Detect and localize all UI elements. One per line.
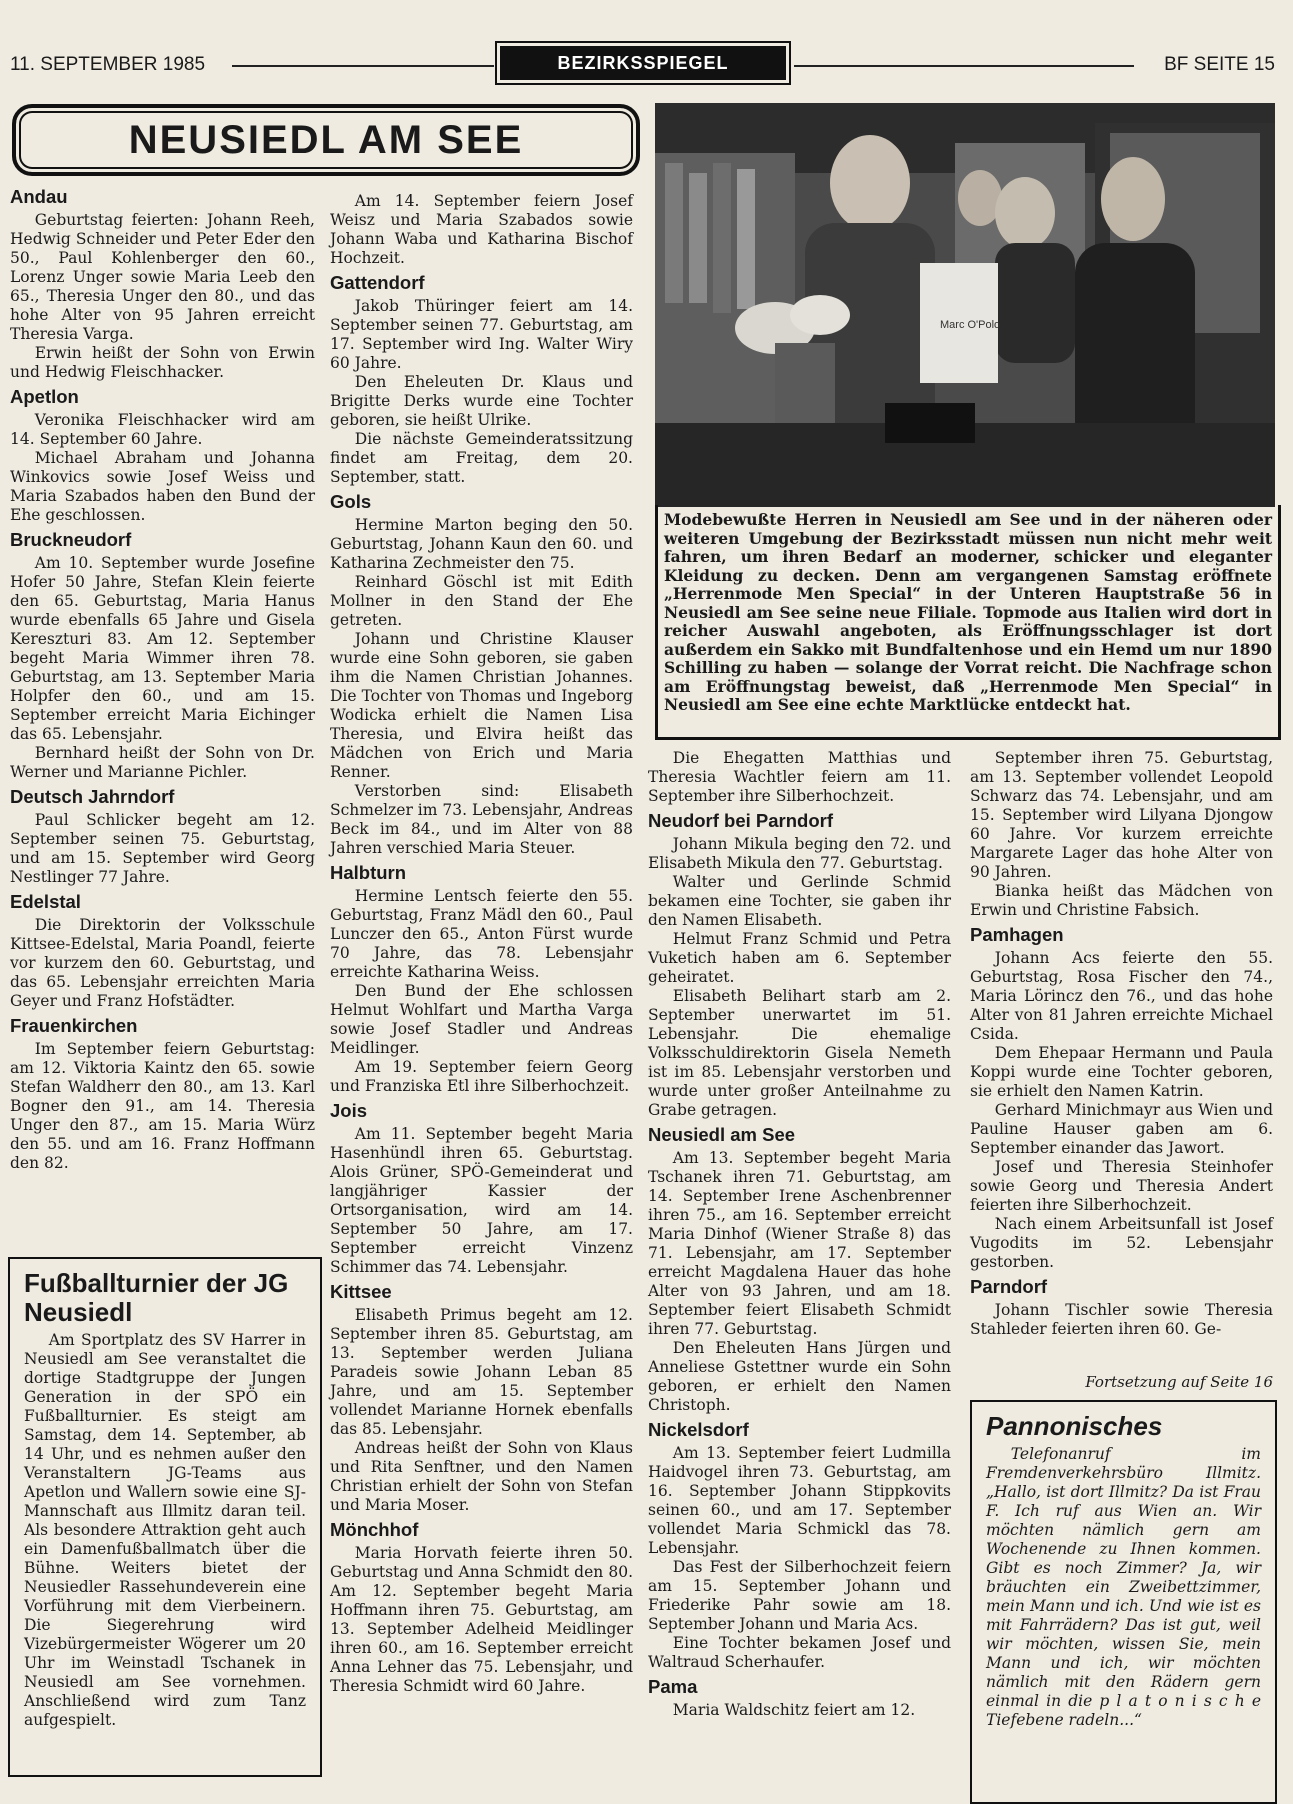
news-paragraph: Erwin heißt der Sohn von Erwin und Hedwig Fleischhacker. [10,344,315,381]
news-paragraph: Die Ehegatten Matthias und Theresia Wachtler feiern am 11. September ihre Silberhochzeit. [648,749,951,805]
village-heading: Deutsch Jahrndorf [10,786,175,807]
section-badge: BEZIRKSSPIEGEL [500,46,786,80]
news-paragraph: Johann Mikula beging den 72. und Elisabeth Mikula den 77. Geburtstag. [648,835,951,872]
village-heading: Apetlon [10,386,79,407]
news-paragraph: Verstorben sind: Elisabeth Schmelzer im 73. Lebensjahr, Andreas Beck im 84., und im Alter von 88 Jahren verschied Maria Steuer. [330,782,633,857]
column-4 [970,749,1273,1339]
village-heading: Kittsee [330,1281,392,1302]
news-paragraph: Veronika Fleischhacker wird am 14. September 60 Jahre. [10,411,315,448]
village-heading: Nickelsdorf [648,1419,749,1440]
news-paragraph: Am 13. September feiert Ludmilla Haidvogel ihren 73. Geburtstag, am 16. September Johann Stippkovits seinen 60., und am 17. September vollendet Maria Schmickl das 78. Lebensjahr. [648,1444,951,1557]
news-paragraph: Michael Abraham und Johanna Winkovics sowie Josef Weiss und Maria Szabados haben den Bund der Ehe geschlossen. [10,449,315,524]
village-heading: Bruckneudorf [10,529,132,550]
news-paragraph: Maria Horvath feierte ihren 50. Geburtstag und Anna Schmidt den 80. Am 12. September begeht Maria Hoffmann ihren 75. Geburtstag, am 13. September Adelheid Meidlinger ihren 60., am 16. September erreicht Anna Lehner das 75. Lebensjahr, und Theresia Schmidt wird 60 Jahre. [330,1544,633,1695]
masthead [10,46,1275,86]
village-heading: Gattendorf [330,272,425,293]
football-tournament-box [8,1257,322,1777]
news-paragraph: Am 11. September begeht Maria Hasenhündl ihren 65. Geburtstag. Alois Grüner, SPÖ-Gemeinderat und langjähriger Kassier der Ortsorganisation, wird am 14. September 50 Jahre, am 17. September erreicht Vinzenz Schimmer das 74. Lebensjahr. [330,1125,633,1276]
news-paragraph: Bianka heißt das Mädchen von Erwin und Christine Fabsich. [970,882,1273,919]
photo-caption: Modebewußte Herren in Neusiedl am See und in der näheren oder weiteren Umgebung der Bezirksstadt müssen nun nicht mehr weit fahren, um ihren Bedarf an moderner, schicker und eleganter Kleidung zu decken. Denn am vergangenen Samstag eröffnete „Herrenmode Men Special“ in der Unteren Hauptstraße 56 in Neusiedl am See seine neue Filiale. Topmode aus Italien wird dort in reicher Auswahl angeboten, als Eröffnungsschlager ist dort außerdem ein Sakko mit Bundfaltenhose und ein Hemd um nur 1890 Schilling zu haben — solange der Vorrat reicht. Die Nachfrage schon am Eröffnungstag beweist, daß „Herrenmode Men Special“ in Neusiedl am See eine echte Marktlücke entdeckt hat. [655,505,1281,740]
news-paragraph: Andreas heißt der Sohn von Klaus und Rita Senftner, und den Namen Christian erhielt der Sohn von Stefan und Maria Moser. [330,1439,633,1514]
masthead-rule-left [232,65,494,67]
news-paragraph: Josef und Theresia Steinhofer sowie Georg und Theresia Andert feierten ihre Silberhochzeit. [970,1158,1273,1214]
pannonisches-title: Pannonisches [986,1411,1163,1441]
news-paragraph: Gerhard Minichmayr aus Wien und Pauline Hauser gaben am 6. September einander das Jawort. [970,1101,1273,1157]
village-heading: Pamhagen [970,924,1064,945]
news-paragraph: Am 13. September begeht Maria Tschanek ihren 71. Geburtstag, am 14. September Irene Aschenbrenner ihren 75., am 16. September erreicht Maria Dinhof (Wiener Straße 8) das 71. Lebensjahr, am 17. September erreicht Magdalena Hauer das hohe Alter von 93 Jahren, und am 18. September feiert Elisabeth Schmidt ihren 77. Geburtstag. [648,1149,951,1338]
village-heading: Andau [10,186,68,207]
news-paragraph: Johann und Christine Klauser wurde eine Sohn geboren, sie gaben ihm die Namen Christian Johannes. Die Tochter von Thomas und Ingeborg Wodicka erhielt die Namen Lisa Theresia, und Elvira heißt das Mädchen von Erich und Maria Renner. [330,630,633,781]
news-paragraph: Dem Ehepaar Hermann und Paula Koppi wurde eine Tochter geboren, sie erhielt den Namen Katrin. [970,1044,1273,1100]
pannonisches-text: Telefonanruf im Fremdenverkehrsbüro Illmitz. „Hallo, ist dort Illmitz? Da ist Frau F. Ich ruf aus Wien an. Wir möchten nämlich gern am Wochenende zu Ihnen kommen. Gibt es noch Zimmer? Ja, wir bräuchten ein Zweibettzimmer, mein Mann und ich. Und wie ist es mit Fahrrädern? Das ist gut, weil wir möchten, wissen Sie, mein Mann und ich, wir möchten nämlich mit den Rädern gern einmal in die p l a t o n i s c h e Tiefebene radeln...“ [986,1445,1261,1729]
news-paragraph: Bernhard heißt der Sohn von Dr. Werner und Marianne Pichler. [10,744,315,781]
football-tournament-title: Fußballturnier der JG Neusiedl [24,1268,289,1327]
football-tournament-text: Am Sportplatz des SV Harrer in Neusiedl am See veranstaltet die dortige Stadtgruppe der Jungen Generation in der SPÖ ein Fußballturnier. Es steigt am Samstag, dem 14. September, ab 14 Uhr, und es nehmen außer den Veranstaltern JG-Teams aus Apetlon und Wallern sowie eine SJ-Mannschaft aus Illmitz daran teil. Als besondere Attraktion geht auch ein Damenfußballmatch über die Bühne. Weiters bietet der Neusiedler Rassehundeverein eine Vorführung mit dem Vierbeinern. Die Siegerehrung wird Vizebürgermeister Wögerer um 20 Uhr im Weinstadl Tschanek in Neusiedl am See vornehmen. Anschließend wird zum Tanz aufgespielt. [24,1331,306,1729]
news-paragraph: Elisabeth Primus begeht am 12. September ihren 85. Geburtstag, am 13. September werden Juliana Paradeis sowie Johann Leban 85 Jahre, und am 15. September vollendet Marianne Hornek ebenfalls das 85. Lebensjahr. [330,1306,633,1438]
news-paragraph: Im September feiern Geburtstag: am 12. Viktoria Kaintz den 65. sowie Stefan Waldherr den 80., am 13. Karl Bogner den 91., am 14. Theresia Unger den 87., am 15. Maria Würz den 55. und am 16. Franz Hoffmann den 82. [10,1040,315,1172]
store-photo-illustration [655,103,1275,507]
village-heading: Neudorf bei Parndorf [648,810,834,831]
news-paragraph: Johann Tischler sowie Theresia Stahleder feierten ihren 60. Ge- [970,1301,1273,1338]
news-paragraph: Den Eheleuten Hans Jürgen und Anneliese Gstettner wurde ein Sohn geboren, er erhielt den Namen Christoph. [648,1339,951,1414]
store-photo [655,103,1275,507]
village-heading: Gols [330,491,372,512]
village-heading: Pama [648,1676,698,1697]
village-heading: Jois [330,1100,368,1121]
village-heading: Edelstal [10,891,81,912]
news-paragraph: Geburtstag feierten: Johann Reeh, Hedwig Schneider und Peter Eder den 50., Paul Kohlenberger den 60., Lorenz Unger sowie Maria Leeb den 65., Theresia Unger den 80., und das hohe Alter von 95 Jahren erreicht Theresia Varga. [10,211,315,343]
region-title: NEUSIEDL AM SEE [128,117,524,162]
village-heading: Mönchhof [330,1519,419,1540]
page-number: BF SEITE 15 [1164,54,1275,75]
news-paragraph: Walter und Gerlinde Schmid bekamen eine Tochter, sie gaben ihr den Namen Elisabeth. [648,873,951,929]
news-paragraph: Elisabeth Belihart starb am 2. September unerwartet im 51. Lebensjahr. Die ehemalige Volksschuldirektorin Gisela Nemeth ist im 85. Lebensjahr verstorben und wurde unter großer Anteilnahme zu Grabe getragen. [648,987,951,1119]
news-paragraph: Nach einem Arbeitsunfall ist Josef Vugodits im 52. Lebensjahr gestorben. [970,1215,1273,1271]
news-paragraph: Das Fest der Silberhochzeit feiern am 15. September Johann und Friederike Pahr sowie am 18. September Johann und Maria Acs. [648,1558,951,1633]
column-1 [10,186,315,1173]
news-paragraph: Am 14. September feiern Josef Weisz und Maria Szabados sowie Johann Waba und Katharina Bischof Hochzeit. [330,192,633,267]
news-paragraph: Maria Waldschitz feiert am 12. [672,1701,916,1719]
news-paragraph: Am 10. September wurde Josefine Hofer 50 Jahre, Stefan Klein feierte den 65. Geburtstag, Maria Hanus wurde ebenfalls 65 Jahre und Gisela Kereszturi 83. Am 12. September begeht Maria Wimmer ihren 78. Geburtstag, am 13. September Maria Holpfer den 60., und am 15. September erreicht Maria Eichinger das 65. Lebensjahr. [10,554,315,743]
news-paragraph: Den Bund der Ehe schlossen Helmut Wohlfart und Martha Varga sowie Josef Stadler und Andreas Meidlinger. [330,982,633,1057]
village-heading: Halbturn [330,862,407,883]
news-paragraph: Die nächste Gemeinderatssitzung findet am Freitag, dem 20. September, statt. [330,430,633,486]
news-paragraph: Hermine Marton beging den 50. Geburtstag, Johann Kaun den 60. und Katharina Zechmeister den 75. [330,516,633,572]
village-heading: Neusiedl am See [648,1124,796,1145]
news-paragraph: Jakob Thüringer feiert am 14. September seinen 77. Geburtstag, am 17. September wird Ing. Walter Wiry 60 Jahre. [330,297,633,372]
news-paragraph: Am 19. September feiern Georg und Franziska Etl ihre Silberhochzeit. [330,1058,633,1095]
news-paragraph: September ihren 75. Geburtstag, am 13. September vollendet Leopold Schwarz das 74. Lebensjahr, und am 15. September wird Lilyana Djongow 60 Jahre. Vor kurzem erreichte Margarete Lager das hohe Alter von 90 Jahren. [970,749,1273,881]
continued-note: Fortsetzung auf Seite 16 [1085,1373,1273,1391]
bag-label: Marc O'Polo [940,319,1001,331]
news-paragraph: Reinhard Göschl ist mit Edith Mollner in den Stand der Ehe getreten. [330,573,633,629]
news-paragraph: Eine Tochter bekamen Josef und Waltraud Scherhaufer. [648,1634,951,1671]
news-paragraph: Helmut Franz Schmid und Petra Vuketich haben am 6. September geheiratet. [648,930,951,986]
masthead-rule-right [794,65,1134,67]
village-heading: Parndorf [970,1276,1048,1297]
region-banner [12,104,640,176]
column-3 [648,749,951,1720]
column-2 [330,192,633,1696]
issue-date: 11. SEPTEMBER 1985 [10,54,206,75]
news-paragraph: Die Direktorin der Volksschule Kittsee-Edelstal, Maria Poandl, feierte vor kurzem den 60. Geburtstag, und das 65. Lebensjahr erreichten Maria Geyer und Franz Hofstädter. [10,916,315,1010]
news-paragraph: Paul Schlicker begeht am 12. September seinen 75. Geburtstag, und am 15. September wird Georg Nestlinger 77 Jahre. [10,811,315,886]
news-paragraph: Johann Acs feierte den 55. Geburtstag, Rosa Fischer den 74., Maria Lörincz den 76., und das hohe Alter von 81 Jahren erreichte Michael Csida. [970,949,1273,1043]
village-heading: Frauenkirchen [10,1015,138,1036]
pannonisches-box [970,1400,1277,1804]
news-paragraph: Hermine Lentsch feierte den 55. Geburtstag, Franz Mädl den 60., Paul Lunczer den 65., Anton Fürst wurde 70 Jahre, das 78. Lebensjahr erreichte Katharina Weiss. [330,887,633,981]
news-paragraph: Den Eheleuten Dr. Klaus und Brigitte Derks wurde eine Tochter geboren, sie heißt Ulrike. [330,373,633,429]
